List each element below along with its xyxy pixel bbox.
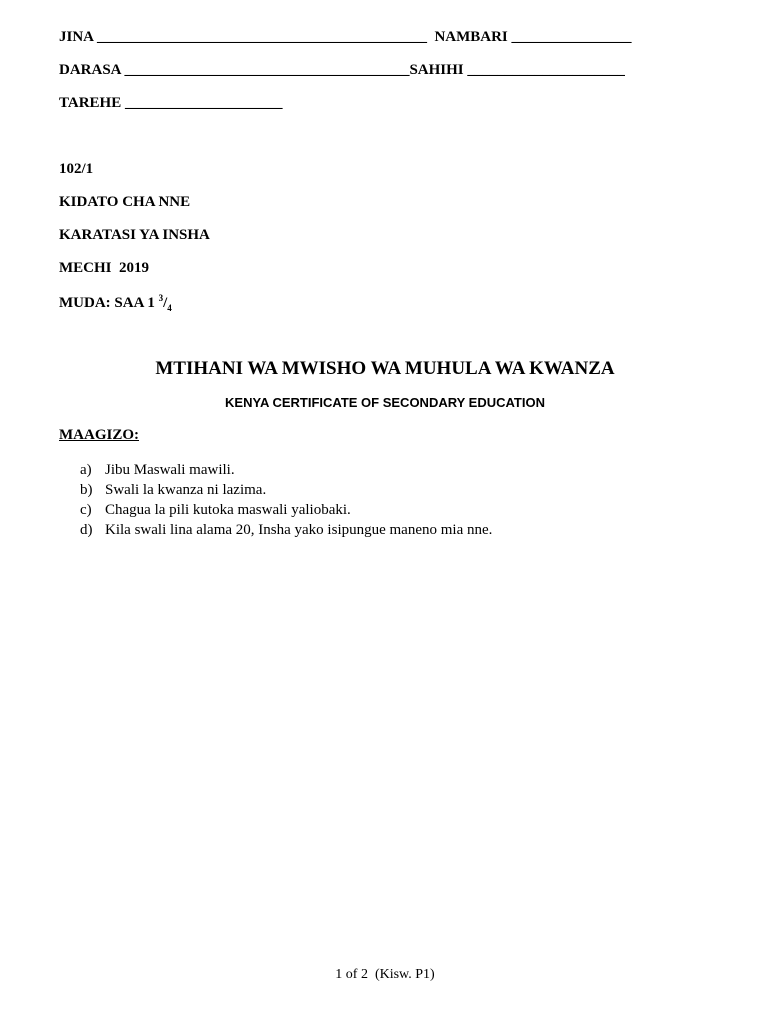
duration-fraction-numerator: 3 bbox=[158, 293, 164, 303]
instruction-marker: c) bbox=[80, 502, 92, 518]
nambari-field[interactable]: ________________ bbox=[511, 29, 632, 45]
instruction-item bbox=[80, 460, 492, 480]
page-footer: 1 of 2 (Kisw. P1) bbox=[335, 967, 435, 982]
instruction-marker: a) bbox=[80, 462, 92, 478]
instruction-text: Jibu Maswali mawili. bbox=[105, 462, 235, 478]
exam-form: KIDATO CHA NNE bbox=[59, 194, 191, 210]
jina-field[interactable]: ____________________________________________ bbox=[96, 29, 427, 45]
exam-paper: KARATASI YA INSHA bbox=[59, 227, 210, 243]
instruction-item bbox=[80, 480, 492, 500]
tarehe-row bbox=[59, 95, 282, 112]
tarehe-label: TAREHE bbox=[59, 95, 122, 111]
exam-duration bbox=[59, 293, 172, 313]
instruction-text: Swali la kwanza ni lazima. bbox=[105, 482, 267, 498]
instruction-item bbox=[80, 520, 492, 540]
tarehe-field[interactable]: _____________________ bbox=[124, 95, 283, 111]
nambari-label: NAMBARI bbox=[434, 29, 508, 45]
exam-code: 102/1 bbox=[59, 161, 94, 177]
instructions-heading: MAAGIZO: bbox=[59, 427, 139, 443]
instruction-marker: d) bbox=[80, 522, 93, 538]
duration-fraction-denominator: 4 bbox=[167, 303, 172, 313]
instruction-item bbox=[80, 500, 492, 520]
darasa-field[interactable]: ______________________________________ bbox=[124, 62, 410, 78]
sahihi-field[interactable]: _____________________ bbox=[467, 62, 625, 78]
exam-date: MECHI 2019 bbox=[59, 260, 149, 276]
instruction-text: Chagua la pili kutoka maswali yaliobaki. bbox=[105, 502, 351, 518]
jina-row bbox=[59, 29, 632, 46]
sahihi-label: SAHIHI bbox=[409, 62, 464, 78]
darasa-row bbox=[59, 62, 625, 79]
instruction-text: Kila swali lina alama 20, Insha yako isipungue maneno mia nne. bbox=[105, 522, 493, 538]
instruction-marker: b) bbox=[80, 482, 93, 498]
main-title: MTIHANI WA MWISHO WA MUHULA WA KWANZA bbox=[155, 358, 615, 379]
jina-label: JINA bbox=[59, 29, 94, 45]
duration-fraction-slash: / bbox=[163, 295, 168, 311]
duration-prefix: MUDA: SAA 1 bbox=[59, 295, 159, 311]
instructions-list bbox=[80, 460, 492, 540]
darasa-label: DARASA bbox=[59, 62, 121, 78]
sub-title: KENYA CERTIFICATE OF SECONDARY EDUCATION bbox=[225, 395, 545, 410]
